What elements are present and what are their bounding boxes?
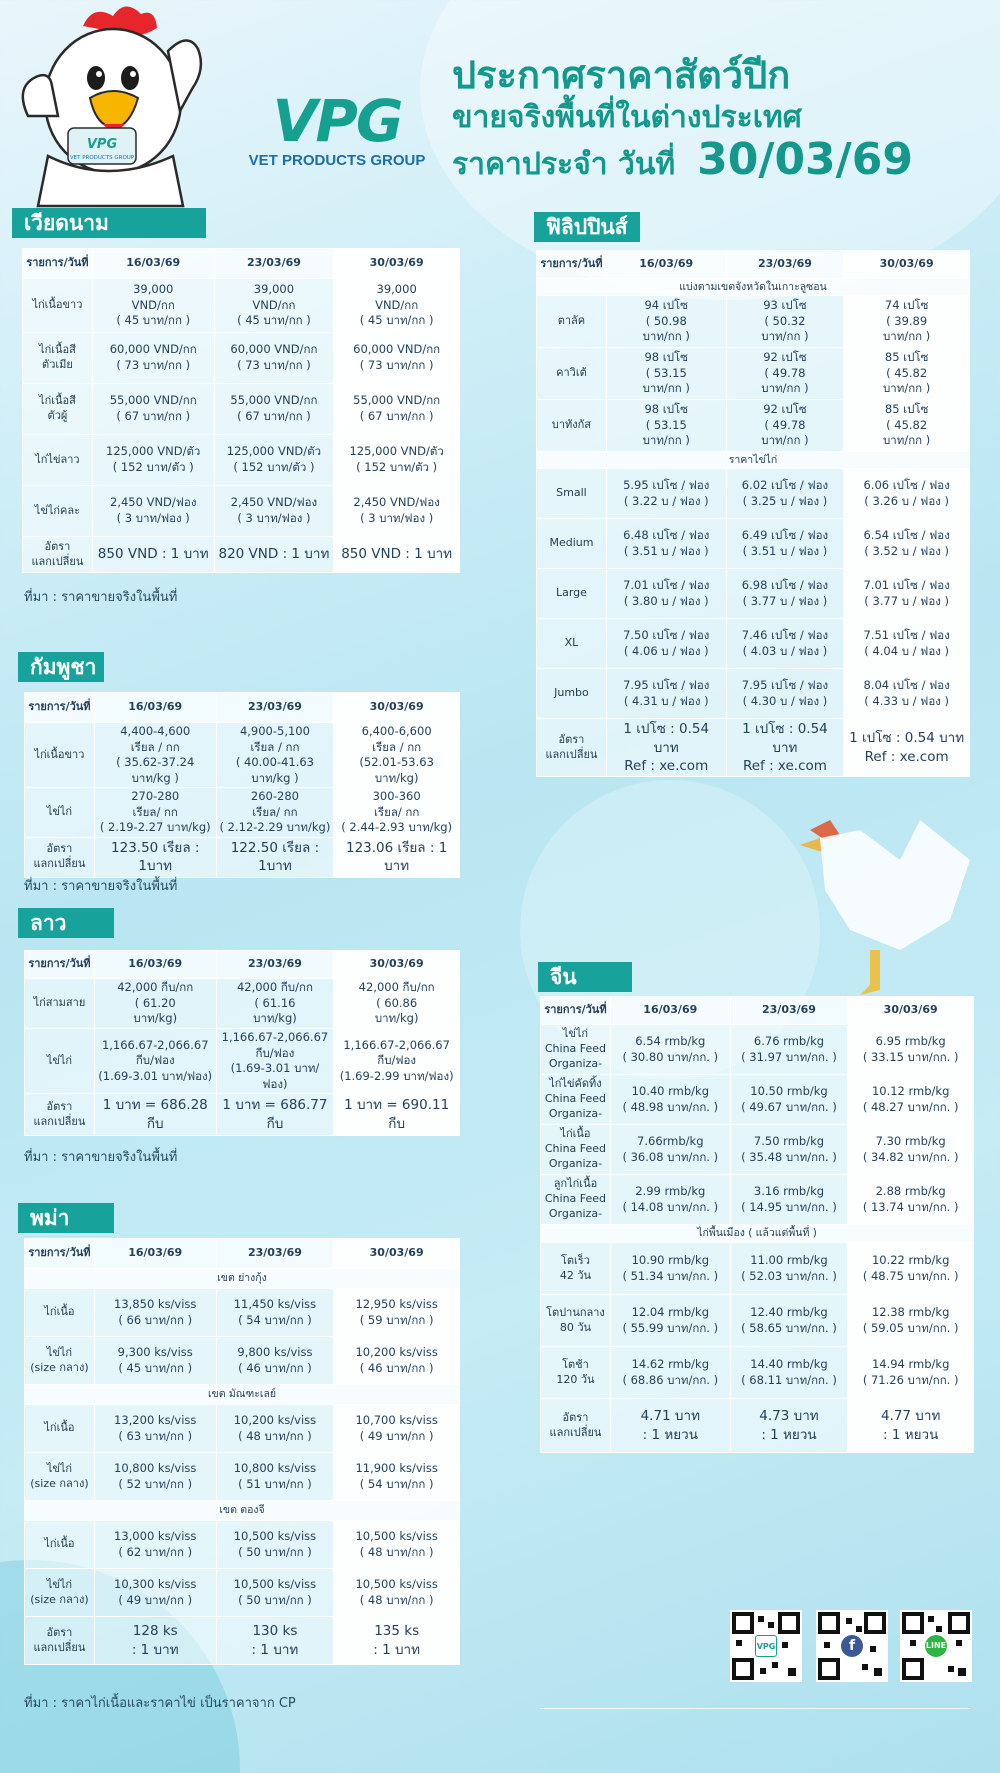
price-cell: 55,000 VND/กก ( 67 บาท/กก ) [334, 384, 460, 435]
table-row [23, 486, 460, 537]
row-label: อัตรา แลกเปลี่ยน [537, 719, 607, 777]
facebook-icon: f [841, 1635, 863, 1657]
price-cell: 5.95 เปโซ / ฟอง ( 3.22 บ / ฟอง ) [606, 469, 726, 519]
exchange-cell: 1 บาท = 690.11 กีบ [334, 1094, 460, 1136]
price-cell: 7.46 เปโซ / ฟอง ( 4.03 บ / ฟอง ) [726, 619, 844, 669]
price-cell: 7.01 เปโซ / ฟอง ( 3.77 บ / ฟอง ) [844, 569, 970, 619]
exchange-cell: 1 เปโซ : 0.54 บาท Ref : xe.com [726, 719, 844, 777]
row-label: ไก่เนื้อ China Feed Organiza- [541, 1125, 611, 1175]
header-cell: 30/03/69 [334, 1239, 460, 1269]
header-cell: 16/03/69 [94, 951, 216, 979]
header-cell: 30/03/69 [334, 249, 460, 279]
price-cell: 12.04 rmb/kg ( 55.99 บาท/กก. ) [610, 1295, 730, 1347]
price-cell: 2,450 VND/ฟอง ( 3 บาท/ฟอง ) [214, 486, 334, 537]
section-title-myanmar: พม่า [18, 1203, 114, 1233]
price-cell: 7.01 เปโซ / ฟอง ( 3.80 บ / ฟอง ) [606, 569, 726, 619]
table-row [25, 723, 460, 788]
row-label: Small [537, 469, 607, 519]
zone-caption: เขต ตองจี [25, 1501, 460, 1521]
price-cell: 2,450 VND/ฟอง ( 3 บาท/ฟอง ) [92, 486, 214, 537]
price-cell: 11.00 rmb/kg ( 52.03 บาท/กก. ) [730, 1243, 848, 1295]
exchange-cell: 4.73 บาท : 1 หยวน [730, 1399, 848, 1453]
row-label: อัตรา แลกเปลี่ยน [25, 838, 95, 877]
exchange-cell: 123.06 เรียล : 1 บาท [334, 838, 460, 877]
row-label: ลูกไก่เนื้อ China Feed Organiza- [541, 1175, 611, 1225]
price-cell: 10,700 ks/viss ( 49 บาท/กก ) [334, 1405, 460, 1453]
price-cell: 85 เปโซ ( 45.82 บาท/กก ) [844, 400, 970, 452]
title-line-2: ขายจริงพื้นที่ในต่างประเทศ [452, 100, 802, 135]
table-row [25, 1569, 460, 1617]
price-cell: 11,900 ks/viss ( 54 บาท/กก ) [334, 1453, 460, 1501]
row-label: ไก่เนื้อขาว [25, 723, 95, 788]
table-row [25, 1094, 460, 1136]
price-cell: 6.54 เปโซ / ฟอง ( 3.52 บ / ฟอง ) [844, 519, 970, 569]
exchange-cell: 850 VND : 1 บาท [334, 537, 460, 573]
price-cell: 92 เปโซ ( 49.78 บาท/กก ) [726, 400, 844, 452]
price-cell: 10.12 rmb/kg ( 48.27 บาท/กก. ) [848, 1075, 974, 1125]
exchange-cell: 130 ks : 1 บาท [216, 1617, 334, 1665]
header-cell: 16/03/69 [610, 997, 730, 1025]
logo-subtitle: VET PRODUCTS GROUP [248, 152, 426, 169]
philippines-price-table [536, 250, 970, 777]
section-title-china: จีน [538, 962, 632, 992]
header-cell: 23/03/69 [216, 951, 334, 979]
section-title-laos: ลาว [18, 908, 114, 938]
table-row [537, 348, 970, 400]
price-cell: 42,000 กีบ/กก ( 60.86 บาท/kg) [334, 979, 460, 1029]
source-note: ที่มา : ราคาไก่เนื้อและราคาไข่ เป็นราคาจาก CP [24, 1696, 296, 1711]
price-cell: 13,200 ks/viss ( 63 บาท/กก ) [94, 1405, 216, 1453]
table-header-row [23, 249, 460, 279]
exchange-cell: 122.50 เรียล : 1บาท [216, 838, 334, 877]
row-label: ไข่ไก่ (size กลาง) [25, 1337, 95, 1385]
table-header-row [541, 997, 974, 1025]
price-cell: 14.40 rmb/kg ( 68.11 บาท/กก. ) [730, 1347, 848, 1399]
price-cell: 94 เปโซ ( 50.98 บาท/กก ) [606, 296, 726, 348]
mascot-badge: VPG [86, 137, 118, 152]
price-cell: 4,900-5,100 เรียล / กก ( 40.00-41.63 บาท/kg ) [216, 723, 334, 788]
vpg-logo [232, 87, 442, 169]
row-label: โตปานกลาง 80 วัน [541, 1295, 611, 1347]
caption-row [541, 1225, 974, 1243]
announcement-date: 30/03/69 [697, 134, 913, 185]
price-cell: 6.54 rmb/kg ( 30.80 บาท/กก. ) [610, 1025, 730, 1075]
table-row [541, 1025, 974, 1075]
exchange-cell: 4.77 บาท : 1 หยวน [848, 1399, 974, 1453]
footer-divider [540, 1708, 970, 1709]
price-cell: 10,200 ks/viss ( 48 บาท/กก ) [216, 1405, 334, 1453]
table-row [25, 1029, 460, 1094]
header-cell: 16/03/69 [94, 1239, 216, 1269]
row-label: อัตรา แลกเปลี่ยน [25, 1617, 95, 1665]
header-cell: 23/03/69 [730, 997, 848, 1025]
table-row [25, 1521, 460, 1569]
price-cell: 10,500 ks/viss ( 48 บาท/กก ) [334, 1569, 460, 1617]
price-cell: 93 เปโซ ( 50.32 บาท/กก ) [726, 296, 844, 348]
cambodia-price-table [24, 692, 460, 878]
row-label: Jumbo [537, 669, 607, 719]
native-chicken-caption: ไก่พื้นเมือง ( แล้วแต่พื้นที่ ) [541, 1225, 974, 1243]
row-label: ไก่เนื้อสี ตัวเมีย [23, 333, 93, 384]
price-cell: 13,000 ks/viss ( 62 บาท/กก ) [94, 1521, 216, 1569]
table-row [23, 435, 460, 486]
row-label: โตช้า 120 วัน [541, 1347, 611, 1399]
price-cell: 8.04 เปโซ / ฟอง ( 4.33 บ / ฟอง ) [844, 669, 970, 719]
table-row [23, 537, 460, 573]
row-label: Medium [537, 519, 607, 569]
chicken-mascot-icon [8, 6, 218, 211]
exchange-cell: 1 บาท = 686.28 กีบ [94, 1094, 216, 1136]
price-cell: 7.50 เปโซ / ฟอง ( 4.06 บ / ฟอง ) [606, 619, 726, 669]
table-row [541, 1243, 974, 1295]
section-title-cambodia: กัมพูชา [18, 652, 104, 682]
price-cell: 60,000 VND/กก ( 73 บาท/กก ) [334, 333, 460, 384]
price-cell: 92 เปโซ ( 49.78 บาท/กก ) [726, 348, 844, 400]
table-row [25, 1289, 460, 1337]
price-cell: 10.40 rmb/kg ( 48.98 บาท/กก. ) [610, 1075, 730, 1125]
caption-row [537, 279, 970, 296]
price-cell: 7.66rmb/kg ( 36.08 บาท/กก. ) [610, 1125, 730, 1175]
header-cell: 23/03/69 [214, 249, 334, 279]
table-row [541, 1075, 974, 1125]
section-title-philippines: ฟิลิปปินส์ [534, 212, 640, 242]
exchange-cell: 1 เปโซ : 0.54 บาท Ref : xe.com [606, 719, 726, 777]
website-qr-code[interactable] [730, 1610, 802, 1682]
header-cell: 23/03/69 [726, 251, 844, 279]
price-cell: 260-280 เรียล/ กก ( 2.12-2.29 บาท/kg) [216, 788, 334, 838]
myanmar-price-table [24, 1238, 460, 1665]
price-cell: 39,000 VND/กก ( 45 บาท/กก ) [214, 279, 334, 333]
table-row [537, 400, 970, 452]
section-title-vietnam: เวียดนาม [12, 208, 206, 238]
table-row [537, 719, 970, 777]
china-price-table [540, 996, 974, 1453]
egg-caption: ราคาไข่ไก่ [537, 452, 970, 469]
row-label: ไก่เนื้อขาว [23, 279, 93, 333]
source-note: ที่มา : ราคาขายจริงในพื้นที่ [24, 879, 178, 894]
price-cell: 10,500 ks/viss ( 50 บาท/กก ) [216, 1521, 334, 1569]
line-qr-code[interactable] [900, 1610, 972, 1682]
table-row [25, 1337, 460, 1385]
price-cell: 10,300 ks/viss ( 49 บาท/กก ) [94, 1569, 216, 1617]
price-cell: 2.99 rmb/kg ( 14.08 บาท/กก. ) [610, 1175, 730, 1225]
price-cell: 6.95 rmb/kg ( 33.15 บาท/กก. ) [848, 1025, 974, 1075]
row-label: XL [537, 619, 607, 669]
price-cell: 9,300 ks/viss ( 45 บาท/กก ) [94, 1337, 216, 1385]
table-row [537, 296, 970, 348]
header-cell: 16/03/69 [94, 693, 216, 723]
header-cell: 16/03/69 [606, 251, 726, 279]
price-cell: 39,000 VND/กก ( 45 บาท/กก ) [92, 279, 214, 333]
price-cell: 12,950 ks/viss ( 59 บาท/กก ) [334, 1289, 460, 1337]
price-cell: 10.22 rmb/kg ( 48.75 บาท/กก. ) [848, 1243, 974, 1295]
table-header-row [25, 951, 460, 979]
row-label: ไก่เนื้อ [25, 1405, 95, 1453]
exchange-cell: 4.71 บาท : 1 หยวน [610, 1399, 730, 1453]
price-cell: 85 เปโซ ( 45.82 บาท/กก ) [844, 348, 970, 400]
table-row [25, 979, 460, 1029]
row-label: โตเร็ว 42 วัน [541, 1243, 611, 1295]
table-row [541, 1175, 974, 1225]
price-cell: 6,400-6,600 เรียล / กก (52.01-53.63 บาท/kg) [334, 723, 460, 788]
table-row [25, 838, 460, 877]
table-row [23, 333, 460, 384]
zone-row [25, 1385, 460, 1405]
price-cell: 14.62 rmb/kg ( 68.86 บาท/กก. ) [610, 1347, 730, 1399]
row-label: ไข่ไก่คละ [23, 486, 93, 537]
vpg-icon: VPG [755, 1635, 777, 1657]
table-row [25, 1617, 460, 1665]
table-row [537, 519, 970, 569]
header-cell: รายการ/วันที่ [537, 251, 607, 279]
price-cell: 4,400-4,600 เรียล / กก ( 35.62-37.24 บาท/kg ) [94, 723, 216, 788]
table-row [25, 1453, 460, 1501]
title-line-1: ประกาศราคาสัตว์ปีก [452, 53, 791, 97]
row-label: ไข่ไก่ (size กลาง) [25, 1453, 95, 1501]
price-cell: 6.76 rmb/kg ( 31.97 บาท/กก. ) [730, 1025, 848, 1075]
header-cell: 30/03/69 [334, 951, 460, 979]
price-cell: 10,800 ks/viss ( 51 บาท/กก ) [216, 1453, 334, 1501]
row-label: ไก่สามสาย [25, 979, 95, 1029]
price-cell: 125,000 VND/ตัว ( 152 บาท/ตัว ) [214, 435, 334, 486]
exchange-cell: 1 เปโซ : 0.54 บาท Ref : xe.com [844, 719, 970, 777]
facebook-qr-code[interactable] [816, 1610, 888, 1682]
caption-row [537, 452, 970, 469]
price-cell: 11,450 ks/viss ( 54 บาท/กก ) [216, 1289, 334, 1337]
price-cell: 74 เปโซ ( 39.89 บาท/กก ) [844, 296, 970, 348]
row-label: อัตรา แลกเปลี่ยน [23, 537, 93, 573]
row-label: Large [537, 569, 607, 619]
price-cell: 10.50 rmb/kg ( 49.67 บาท/กก. ) [730, 1075, 848, 1125]
price-cell: 10,200 ks/viss ( 46 บาท/กก ) [334, 1337, 460, 1385]
header-cell: รายการ/วันที่ [25, 951, 95, 979]
table-header-row [25, 693, 460, 723]
row-label: ไข่ไก่ [25, 1029, 95, 1094]
row-label: ไข่ไก่ (size กลาง) [25, 1569, 95, 1617]
price-cell: 3.16 rmb/kg ( 14.95 บาท/กก. ) [730, 1175, 848, 1225]
region-caption: แบ่งตามเขตจังหวัดในเกาะลูซอน [537, 279, 970, 296]
price-cell: 10,800 ks/viss ( 52 บาท/กก ) [94, 1453, 216, 1501]
header-cell: 30/03/69 [848, 997, 974, 1025]
price-cell: 7.30 rmb/kg ( 34.82 บาท/กก. ) [848, 1125, 974, 1175]
table-header-row [537, 251, 970, 279]
price-cell: 2.88 rmb/kg ( 13.74 บาท/กก. ) [848, 1175, 974, 1225]
price-cell: 55,000 VND/กก ( 67 บาท/กก ) [214, 384, 334, 435]
table-header-row [25, 1239, 460, 1269]
row-label: บาทังกัส [537, 400, 607, 452]
row-label: ตาลัค [537, 296, 607, 348]
exchange-cell: 850 VND : 1 บาท [92, 537, 214, 573]
row-label: ไก่ไข่คัดทิ้ง China Feed Organiza- [541, 1075, 611, 1125]
price-cell: 39,000 VND/กก ( 45 บาท/กก ) [334, 279, 460, 333]
zone-caption: เขต มัณฑะเลย์ [25, 1385, 460, 1405]
row-label: ไก่เนื้อสี ตัวผู้ [23, 384, 93, 435]
source-note: ที่มา : ราคาขายจริงในพื้นที่ [24, 1150, 178, 1165]
table-row [541, 1295, 974, 1347]
row-label: ไก่เนื้อ [25, 1521, 95, 1569]
price-cell: 125,000 VND/ตัว ( 152 บาท/ตัว ) [92, 435, 214, 486]
price-cell: 55,000 VND/กก ( 67 บาท/กก ) [92, 384, 214, 435]
price-cell: 2,450 VND/ฟอง ( 3 บาท/ฟอง ) [334, 486, 460, 537]
price-cell: 12.38 rmb/kg ( 59.05 บาท/กก. ) [848, 1295, 974, 1347]
price-cell: 300-360 เรียล/ กก ( 2.44-2.93 บาท/kg) [334, 788, 460, 838]
row-label: ไก่ไข่ลาว [23, 435, 93, 486]
header-cell: รายการ/วันที่ [25, 1239, 95, 1269]
header-cell: 16/03/69 [92, 249, 214, 279]
price-cell: 6.49 เปโซ / ฟอง ( 3.51 บ / ฟอง ) [726, 519, 844, 569]
logo-mark: VPG [272, 87, 402, 155]
price-cell: 14.94 rmb/kg ( 71.26 บาท/กก. ) [848, 1347, 974, 1399]
row-label: ไก่เนื้อ [25, 1289, 95, 1337]
exchange-cell: 128 ks : 1 บาท [94, 1617, 216, 1665]
price-cell: 7.51 เปโซ / ฟอง ( 4.04 บ / ฟอง ) [844, 619, 970, 669]
price-cell: 125,000 VND/ตัว ( 152 บาท/ตัว ) [334, 435, 460, 486]
vietnam-price-table [22, 248, 460, 573]
exchange-cell: 820 VND : 1 บาท [214, 537, 334, 573]
header-cell: 23/03/69 [216, 1239, 334, 1269]
exchange-cell: 135 ks : 1 บาท [334, 1617, 460, 1665]
price-cell: 10.90 rmb/kg ( 51.34 บาท/กก. ) [610, 1243, 730, 1295]
price-cell: 10,500 ks/viss ( 50 บาท/กก ) [216, 1569, 334, 1617]
zone-row [25, 1269, 460, 1289]
price-cell: 12.40 rmb/kg ( 58.65 บาท/กก. ) [730, 1295, 848, 1347]
price-cell: 60,000 VND/กก ( 73 บาท/กก ) [92, 333, 214, 384]
price-cell: 7.95 เปโซ / ฟอง ( 4.30 บ / ฟอง ) [726, 669, 844, 719]
header-cell: 30/03/69 [334, 693, 460, 723]
row-label: ไข่ไก่ [25, 788, 95, 838]
price-cell: 42,000 กีบ/กก ( 61.16 บาท/kg) [216, 979, 334, 1029]
price-cell: 42,000 กีบ/กก ( 61.20 บาท/kg) [94, 979, 216, 1029]
table-row [537, 669, 970, 719]
mascot-badge-sub: VET PRODUCTS GROUP [69, 155, 135, 161]
table-row [25, 788, 460, 838]
laos-price-table [24, 950, 460, 1136]
exchange-cell: 123.50 เรียล : 1บาท [94, 838, 216, 877]
date-label: ราคาประจำ วันที่ [452, 147, 676, 182]
price-cell: 6.48 เปโซ / ฟอง ( 3.51 บ / ฟอง ) [606, 519, 726, 569]
title-line-3 [452, 134, 913, 187]
price-cell: 1,166.67-2,066.67 กีบ/ฟอง (1.69-3.01 บาท/ฟอง) [216, 1029, 334, 1094]
price-cell: 13,850 ks/viss ( 66 บาท/กก ) [94, 1289, 216, 1337]
table-row [541, 1347, 974, 1399]
header-cell: 23/03/69 [216, 693, 334, 723]
zone-caption: เขต ย่างกุ้ง [25, 1269, 460, 1289]
price-cell: 7.95 เปโซ / ฟอง ( 4.31 บ / ฟอง ) [606, 669, 726, 719]
header-cell: รายการ/วันที่ [25, 693, 95, 723]
source-note: ที่มา : ราคาขายจริงในพื้นที่ [24, 590, 178, 605]
page-title [452, 52, 913, 187]
row-label: คาวิเต้ [537, 348, 607, 400]
exchange-cell: 1 บาท = 686.77 กีบ [216, 1094, 334, 1136]
price-cell: 6.98 เปโซ / ฟอง ( 3.77 บ / ฟอง ) [726, 569, 844, 619]
price-cell: 270-280 เรียล/ กก ( 2.19-2.27 บาท/kg) [94, 788, 216, 838]
row-label: อัตรา แลกเปลี่ยน [25, 1094, 95, 1136]
price-cell: 9,800 ks/viss ( 46 บาท/กก ) [216, 1337, 334, 1385]
table-row [23, 279, 460, 333]
line-icon: LINE [925, 1635, 947, 1657]
price-cell: 1,166.67-2,066.67 กีบ/ฟอง (1.69-3.01 บาท/ฟอง) [94, 1029, 216, 1094]
price-cell: 98 เปโซ ( 53.15 บาท/กก ) [606, 400, 726, 452]
row-label: อัตรา แลกเปลี่ยน [541, 1399, 611, 1453]
header-cell: รายการ/วันที่ [541, 997, 611, 1025]
price-cell: 1,166.67-2,066.67 กีบ/ฟอง (1.69-2.99 บาท/ฟอง) [334, 1029, 460, 1094]
price-cell: 60,000 VND/กก ( 73 บาท/กก ) [214, 333, 334, 384]
zone-row [25, 1501, 460, 1521]
table-row [537, 469, 970, 519]
table-row [537, 619, 970, 669]
header-cell: 30/03/69 [844, 251, 970, 279]
row-label: ไข่ไก่ China Feed Organiza- [541, 1025, 611, 1075]
table-row [541, 1399, 974, 1453]
table-row [537, 569, 970, 619]
price-cell: 6.02 เปโซ / ฟอง ( 3.25 บ / ฟอง ) [726, 469, 844, 519]
rooster-decoration-icon [780, 800, 980, 1000]
table-row [541, 1125, 974, 1175]
price-cell: 98 เปโซ ( 53.15 บาท/กก ) [606, 348, 726, 400]
table-row [23, 384, 460, 435]
header-cell: รายการ/วันที่ [23, 249, 93, 279]
price-cell: 7.50 rmb/kg ( 35.48 บาท/กก. ) [730, 1125, 848, 1175]
price-cell: 6.06 เปโซ / ฟอง ( 3.26 บ / ฟอง ) [844, 469, 970, 519]
table-row [25, 1405, 460, 1453]
price-cell: 10,500 ks/viss ( 48 บาท/กก ) [334, 1521, 460, 1569]
